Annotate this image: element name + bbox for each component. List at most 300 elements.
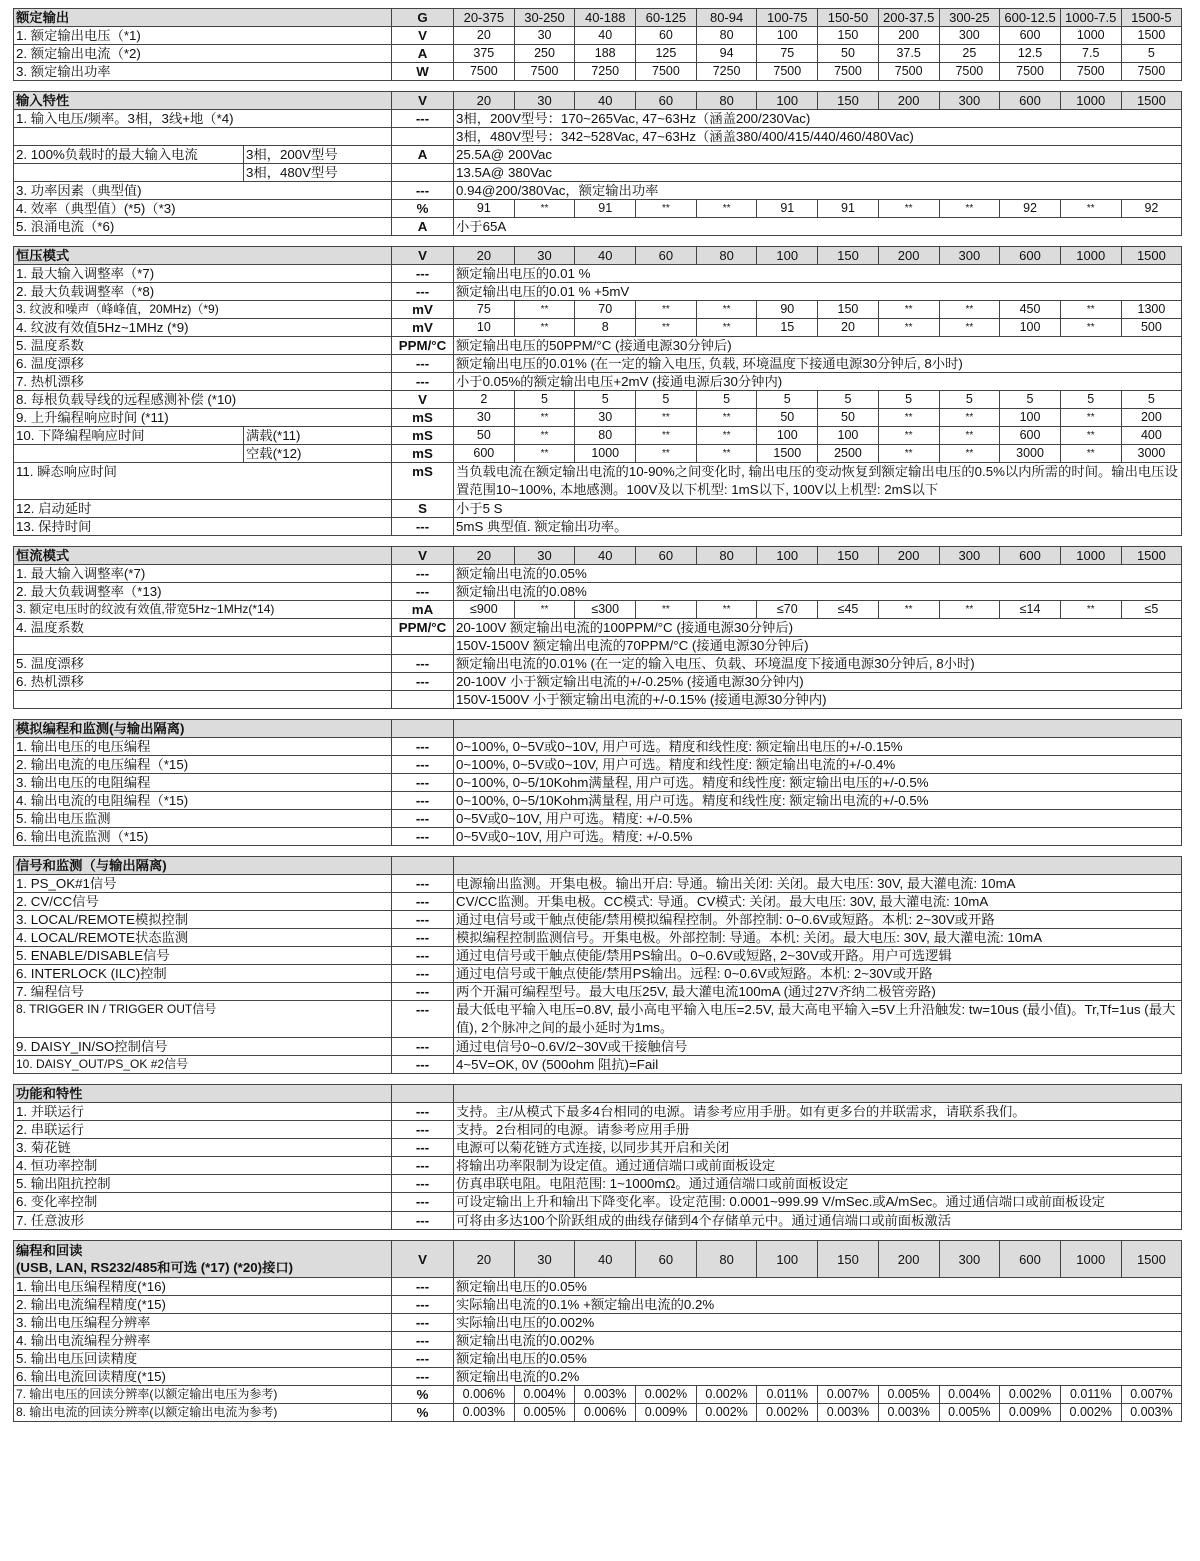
column-header: 1000-7.5	[1060, 9, 1121, 27]
table-row	[14, 45, 1182, 63]
row-value: 0.004%	[939, 1386, 1000, 1404]
table-row	[14, 1350, 1182, 1368]
row-value: 100	[818, 427, 879, 445]
row-label: 9. DAISY_IN/SO控制信号	[14, 1038, 392, 1056]
table-row	[14, 463, 1182, 500]
row-unit: ---	[392, 1139, 454, 1157]
row-unit	[392, 691, 454, 709]
row-value: 200	[878, 27, 939, 45]
row-value: 0.005%	[514, 1404, 575, 1422]
section-title: 额定输出	[14, 9, 392, 27]
row-value: **	[696, 409, 757, 427]
row-label: 3. LOCAL/REMOTE模拟控制	[14, 911, 392, 929]
row-value: ≤14	[1000, 601, 1061, 619]
column-header: 20	[454, 247, 515, 265]
row-value: **	[939, 427, 1000, 445]
row-value: **	[636, 427, 697, 445]
row-text: 0~100%, 0~5/10Kohm满量程, 用户可选。精度和线性度: 额定输出电流的+/-0.5%	[454, 792, 1182, 810]
row-value: 3000	[1121, 445, 1182, 463]
column-header: 40	[575, 247, 636, 265]
row-unit: ---	[392, 1038, 454, 1056]
row-value: 5	[818, 391, 879, 409]
row-unit: ---	[392, 893, 454, 911]
row-value: **	[636, 601, 697, 619]
row-value: 0.009%	[1000, 1404, 1061, 1422]
header-filler	[454, 1085, 1182, 1103]
row-text: 0~100%, 0~5V或0~10V, 用户可选。精度和线性度: 额定输出电流的+/-0.4%	[454, 756, 1182, 774]
column-header: 1500	[1121, 247, 1182, 265]
column-header: 1500	[1121, 1241, 1182, 1278]
section-unit: V	[392, 247, 454, 265]
table-row	[14, 110, 1182, 128]
row-value: **	[514, 445, 575, 463]
row-value: **	[878, 601, 939, 619]
table-row	[14, 301, 1182, 319]
row-value: 5	[696, 391, 757, 409]
row-value: **	[939, 445, 1000, 463]
column-header: 150	[818, 92, 879, 110]
column-header: 1000	[1060, 247, 1121, 265]
row-unit: ---	[392, 518, 454, 536]
row-value: **	[696, 301, 757, 319]
row-unit: %	[392, 200, 454, 218]
row-text: 仿真串联电阻。电阻范围: 1~1000mΩ。通过通信端口或前面板设定	[454, 1175, 1182, 1193]
column-header: 30	[514, 92, 575, 110]
row-text: 额定输出电压的0.01 %	[454, 265, 1182, 283]
row-label: 1. 并联运行	[14, 1103, 392, 1121]
table-row	[14, 875, 1182, 893]
row-text: 实际输出电流的0.1% +额定输出电流的0.2%	[454, 1296, 1182, 1314]
row-value: 70	[575, 301, 636, 319]
row-value: **	[878, 427, 939, 445]
table-row	[14, 619, 1182, 637]
row-value: 90	[757, 301, 818, 319]
spec-section-table	[13, 856, 1182, 1074]
row-value: 400	[1121, 427, 1182, 445]
row-value: 25	[939, 45, 1000, 63]
row-unit: %	[392, 1404, 454, 1422]
row-unit: ---	[392, 738, 454, 756]
section-title: 功能和特性	[14, 1085, 392, 1103]
row-value: 0.009%	[636, 1404, 697, 1422]
row-unit: ---	[392, 110, 454, 128]
row-unit: ---	[392, 774, 454, 792]
table-row	[14, 445, 1182, 463]
row-label: 4. 温度系数	[14, 619, 392, 637]
row-label: 3. 输出电压编程分辨率	[14, 1314, 392, 1332]
row-unit: ---	[392, 673, 454, 691]
column-header: 100	[757, 92, 818, 110]
row-value: 30	[454, 409, 515, 427]
row-text: 3相，200V型号：170~265Vac, 47~63Hz（涵盖200/230Vac)	[454, 110, 1182, 128]
row-value: 0.003%	[1121, 1404, 1182, 1422]
row-label: 13. 保持时间	[14, 518, 392, 536]
section-header	[14, 720, 1182, 738]
row-unit: ---	[392, 373, 454, 391]
table-row	[14, 1038, 1182, 1056]
column-header: 30	[514, 1241, 575, 1278]
row-unit: V	[392, 27, 454, 45]
table-row	[14, 1139, 1182, 1157]
section-title-line2: (USB, LAN, RS232/485和可选 (*17) (*20)接口)	[16, 1260, 294, 1275]
row-value: 0.002%	[1000, 1386, 1061, 1404]
section-title: 输入特性	[14, 92, 392, 110]
row-value: 15	[757, 319, 818, 337]
row-value: 500	[1121, 319, 1182, 337]
column-header: 100	[757, 547, 818, 565]
row-value: **	[636, 200, 697, 218]
column-header: 300	[939, 547, 1000, 565]
row-value: 0.011%	[757, 1386, 818, 1404]
section-title: 模拟编程和监测(与输出隔离)	[14, 720, 392, 738]
column-header: 100	[757, 247, 818, 265]
row-value: 75	[454, 301, 515, 319]
row-value: 0.003%	[575, 1386, 636, 1404]
row-text: 20-100V 额定输出电流的100PPM/°C (接通电源30分钟后)	[454, 619, 1182, 637]
section-unit: V	[392, 1241, 454, 1278]
row-unit: A	[392, 218, 454, 236]
column-header: 600	[1000, 547, 1061, 565]
row-value: 200	[1121, 409, 1182, 427]
row-value: **	[878, 301, 939, 319]
row-value: 100	[1000, 319, 1061, 337]
row-value: **	[1060, 200, 1121, 218]
spec-section-table	[13, 719, 1182, 846]
row-value: 150	[818, 27, 879, 45]
spec-section-table	[13, 546, 1182, 709]
row-unit: ---	[392, 655, 454, 673]
table-row	[14, 1193, 1182, 1212]
row-value: 75	[757, 45, 818, 63]
row-value: 3000	[1000, 445, 1061, 463]
table-row	[14, 792, 1182, 810]
row-text: 0~5V或0~10V, 用户可选。精度: +/-0.5%	[454, 810, 1182, 828]
row-label: 11. 瞬态响应时间	[14, 463, 392, 500]
column-header: 80	[696, 1241, 757, 1278]
column-header: 200	[878, 92, 939, 110]
row-value: 30	[514, 27, 575, 45]
row-unit: ---	[392, 1296, 454, 1314]
row-label	[14, 128, 392, 146]
table-row	[14, 500, 1182, 518]
row-text: 电源输出监测。开集电极。输出开启: 导通。输出关闭: 关闭。最大电压: 30V, 最大灌电流: 10mA	[454, 875, 1182, 893]
row-value: 1500	[1121, 27, 1182, 45]
row-label: 4. LOCAL/REMOTE状态监测	[14, 929, 392, 947]
row-unit: %	[392, 1386, 454, 1404]
row-sublabel: 满载(*11)	[244, 427, 392, 445]
spec-section-table	[13, 1240, 1182, 1422]
row-value: 7500	[878, 63, 939, 81]
column-header: 600-12.5	[1000, 9, 1061, 27]
row-value: ≤70	[757, 601, 818, 619]
table-row	[14, 965, 1182, 983]
row-label: 3. 额定输出功率	[14, 63, 392, 81]
row-value: 1300	[1121, 301, 1182, 319]
section-header	[14, 247, 1182, 265]
column-header: 200	[878, 1241, 939, 1278]
row-value: 7.5	[1060, 45, 1121, 63]
column-header: 1000	[1060, 1241, 1121, 1278]
row-value: 5	[878, 391, 939, 409]
row-text: 额定输出电流的0.002%	[454, 1332, 1182, 1350]
row-value: 1000	[575, 445, 636, 463]
row-value: ≤300	[575, 601, 636, 619]
row-unit: ---	[392, 875, 454, 893]
row-value: 80	[696, 27, 757, 45]
row-label: 2. 100%负载时的最大输入电流	[14, 146, 244, 164]
row-value: 60	[636, 27, 697, 45]
row-value: 12.5	[1000, 45, 1061, 63]
row-value: 50	[757, 409, 818, 427]
row-value: **	[1060, 427, 1121, 445]
row-value: 5	[1060, 391, 1121, 409]
row-unit: ---	[392, 265, 454, 283]
row-value: 150	[818, 301, 879, 319]
row-value: **	[636, 301, 697, 319]
row-value: **	[939, 601, 1000, 619]
table-row	[14, 1368, 1182, 1386]
column-header: 20	[454, 92, 515, 110]
row-label: 2. 输出电流的电压编程（*15)	[14, 756, 392, 774]
table-row	[14, 1212, 1182, 1230]
section-header	[14, 9, 1182, 27]
row-unit: ---	[392, 810, 454, 828]
row-unit: mS	[392, 427, 454, 445]
row-value: 5	[514, 391, 575, 409]
row-value: 80	[575, 427, 636, 445]
row-value: **	[514, 301, 575, 319]
row-unit: V	[392, 391, 454, 409]
row-value: 125	[636, 45, 697, 63]
row-text: 额定输出电压的0.05%	[454, 1350, 1182, 1368]
row-value: **	[939, 409, 1000, 427]
row-value: 250	[514, 45, 575, 63]
table-row	[14, 565, 1182, 583]
row-label: 1. 最大输入调整率（*7)	[14, 265, 392, 283]
section-unit	[392, 1085, 454, 1103]
table-row	[14, 427, 1182, 445]
row-unit: ---	[392, 1368, 454, 1386]
row-value: **	[1060, 601, 1121, 619]
row-text: 实际输出电压的0.002%	[454, 1314, 1182, 1332]
column-header: 200	[878, 547, 939, 565]
row-value: 600	[1000, 27, 1061, 45]
row-label: 7. 编程信号	[14, 983, 392, 1001]
row-value: 0.002%	[757, 1404, 818, 1422]
row-unit	[392, 164, 454, 182]
section-header	[14, 1241, 1182, 1278]
row-label: 2. 最大负载调整率（*13)	[14, 583, 392, 601]
row-unit: ---	[392, 1350, 454, 1368]
row-value: 0.002%	[1060, 1404, 1121, 1422]
row-unit: mS	[392, 409, 454, 427]
row-value: **	[696, 427, 757, 445]
row-value: 20	[454, 27, 515, 45]
row-text: 13.5A@ 380Vac	[454, 164, 1182, 182]
row-text: 3相，480V型号：342~528Vac, 47~63Hz（涵盖380/400/415/440/460/480Vac)	[454, 128, 1182, 146]
row-value: 0.004%	[514, 1386, 575, 1404]
row-label: 3. 功率因素（典型值)	[14, 182, 392, 200]
row-label: 4. 效率（典型值）(*5)（*3)	[14, 200, 392, 218]
row-text: 电源可以菊花链方式连接, 以同步其开启和关闭	[454, 1139, 1182, 1157]
row-label: 6. INTERLOCK (ILC)控制	[14, 965, 392, 983]
row-unit: A	[392, 146, 454, 164]
row-unit: mS	[392, 445, 454, 463]
row-unit	[392, 637, 454, 655]
row-text: 25.5A@ 200Vac	[454, 146, 1182, 164]
row-label: 1. 输出电压编程精度(*16)	[14, 1278, 392, 1296]
row-label: 5. 浪涌电流（*6)	[14, 218, 392, 236]
column-header: 30	[514, 247, 575, 265]
row-value: 5	[575, 391, 636, 409]
table-row	[14, 810, 1182, 828]
row-label: 1. 额定输出电压（*1)	[14, 27, 392, 45]
row-unit: ---	[392, 1175, 454, 1193]
row-text: 额定输出电流的0.01% (在一定的输入电压、负载、环境温度下接通电源30分钟后, 8小时)	[454, 655, 1182, 673]
row-text: 150V-1500V 额定输出电流的70PPM/°C (接通电源30分钟后)	[454, 637, 1182, 655]
column-header: 1500-5	[1121, 9, 1182, 27]
row-value: 100	[757, 427, 818, 445]
row-text: 0~5V或0~10V, 用户可选。精度: +/-0.5%	[454, 828, 1182, 846]
row-value: 600	[1000, 427, 1061, 445]
row-text: 将输出功率限制为设定值。通过通信端口或前面板设定	[454, 1157, 1182, 1175]
table-row	[14, 337, 1182, 355]
row-unit: ---	[392, 565, 454, 583]
row-text: 0~100%, 0~5/10Kohm满量程, 用户可选。精度和线性度: 额定输出电压的+/-0.5%	[454, 774, 1182, 792]
column-header: 20	[454, 547, 515, 565]
row-text: 当负载电流在额定输出电流的10-90%之间变化时, 输出电压的变动恢复到额定输出电压的0.5%以内所需的时间。输出电压设置范围10~100%, 本地感测。100V及以下机型: 1mS以下, 100V以上机型: 2mS以下	[454, 463, 1182, 500]
section-title-line1: 编程和回读	[16, 1243, 83, 1258]
row-text: 20-100V 小于额定输出电流的+/-0.25% (接通电源30分钟内)	[454, 673, 1182, 691]
section-header	[14, 547, 1182, 565]
table-row	[14, 355, 1182, 373]
column-header: 60	[636, 547, 697, 565]
row-value: **	[878, 200, 939, 218]
row-unit: ---	[392, 1278, 454, 1296]
table-row	[14, 1278, 1182, 1296]
section-title: 恒流模式	[14, 547, 392, 565]
row-label: 5. 温度漂移	[14, 655, 392, 673]
row-value: **	[878, 445, 939, 463]
row-label: 2. 最大负载调整率（*8)	[14, 283, 392, 301]
row-value: 375	[454, 45, 515, 63]
row-label: 5. 温度系数	[14, 337, 392, 355]
row-label: 1. 输出电压的电压编程	[14, 738, 392, 756]
row-text: 小于5 S	[454, 500, 1182, 518]
column-header: 1000	[1060, 547, 1121, 565]
column-header: 20	[454, 1241, 515, 1278]
row-value: 1000	[1060, 27, 1121, 45]
column-header: 40	[575, 92, 636, 110]
row-value: **	[1060, 301, 1121, 319]
row-label: 2. 串联运行	[14, 1121, 392, 1139]
row-value: 0.002%	[696, 1386, 757, 1404]
row-label: 4. 恒功率控制	[14, 1157, 392, 1175]
row-label: 1. PS_OK#1信号	[14, 875, 392, 893]
row-value: 30	[575, 409, 636, 427]
row-text: 通过电信号或干触点使能/禁用PS输出。远程: 0~0.6V或短路。本机: 2~30V或开路	[454, 965, 1182, 983]
row-unit: ---	[392, 1157, 454, 1175]
table-row	[14, 283, 1182, 301]
table-row	[14, 373, 1182, 391]
row-text: 两个开漏可编程型号。最大电压25V, 最大灌电流100mA (通过27V齐纳二极管旁路)	[454, 983, 1182, 1001]
row-sublabel: 空载(*12)	[244, 445, 392, 463]
table-row	[14, 1175, 1182, 1193]
column-header: 60	[636, 247, 697, 265]
row-value: ≤45	[818, 601, 879, 619]
row-value: 7250	[575, 63, 636, 81]
column-header: 80-94	[696, 9, 757, 27]
row-unit: ---	[392, 792, 454, 810]
table-row	[14, 774, 1182, 792]
row-label	[14, 445, 244, 463]
row-value: 50	[818, 45, 879, 63]
row-value: **	[696, 319, 757, 337]
table-row	[14, 164, 1182, 182]
spec-section-table	[13, 246, 1182, 536]
column-header: 600	[1000, 247, 1061, 265]
row-value: 50	[454, 427, 515, 445]
row-value: **	[514, 601, 575, 619]
row-label: 5. ENABLE/DISABLE信号	[14, 947, 392, 965]
row-value: **	[514, 409, 575, 427]
row-value: **	[939, 200, 1000, 218]
row-label: 4. 输出电流的电阻编程（*15)	[14, 792, 392, 810]
row-unit: mS	[392, 463, 454, 500]
row-unit: ---	[392, 983, 454, 1001]
row-label	[14, 691, 392, 709]
table-row	[14, 200, 1182, 218]
row-unit: ---	[392, 756, 454, 774]
column-header: 40	[575, 547, 636, 565]
row-value: 0.006%	[454, 1386, 515, 1404]
column-header: 30-250	[514, 9, 575, 27]
row-value: 0.011%	[1060, 1386, 1121, 1404]
table-row	[14, 391, 1182, 409]
row-value: 5	[1121, 45, 1182, 63]
row-value: 8	[575, 319, 636, 337]
row-sublabel: 3相，200V型号	[244, 146, 392, 164]
row-value: 7500	[757, 63, 818, 81]
row-label: 10. 下降编程响应时间	[14, 427, 244, 445]
row-text: 4~5V=OK, 0V (500ohm 阻抗)=Fail	[454, 1056, 1182, 1074]
row-label: 5. 输出阻抗控制	[14, 1175, 392, 1193]
row-text: 可设定输出上升和输出下降变化率。设定范围: 0.0001~999.99 V/mSec.或A/mSec。通过通信端口或前面板设定	[454, 1193, 1182, 1212]
section-header	[14, 857, 1182, 875]
row-text: 最大低电平输入电压=0.8V, 最小高电平输入电压=2.5V, 最大高电平输入=5V上升沿触发: tw=10us (最小值)。Tr,Tf=1us (最大值), 2个脉冲之间的最小延时为1ms。	[454, 1001, 1182, 1038]
row-unit: ---	[392, 911, 454, 929]
table-row	[14, 1404, 1182, 1422]
row-value: 40	[575, 27, 636, 45]
row-label: 3. 纹波和噪声（峰峰值，20MHz)（*9)	[14, 301, 392, 319]
column-header: 200	[878, 247, 939, 265]
row-unit: W	[392, 63, 454, 81]
section-header	[14, 1085, 1182, 1103]
row-value: ≤5	[1121, 601, 1182, 619]
row-value: **	[939, 301, 1000, 319]
row-unit: ---	[392, 1314, 454, 1332]
row-value: 5	[1121, 391, 1182, 409]
row-value: 0.002%	[636, 1386, 697, 1404]
table-row	[14, 409, 1182, 427]
table-row	[14, 1332, 1182, 1350]
row-unit	[392, 128, 454, 146]
table-row	[14, 218, 1182, 236]
row-value: 0.007%	[1121, 1386, 1182, 1404]
row-label: 7. 热机漂移	[14, 373, 392, 391]
table-row	[14, 983, 1182, 1001]
column-header: 300	[939, 247, 1000, 265]
